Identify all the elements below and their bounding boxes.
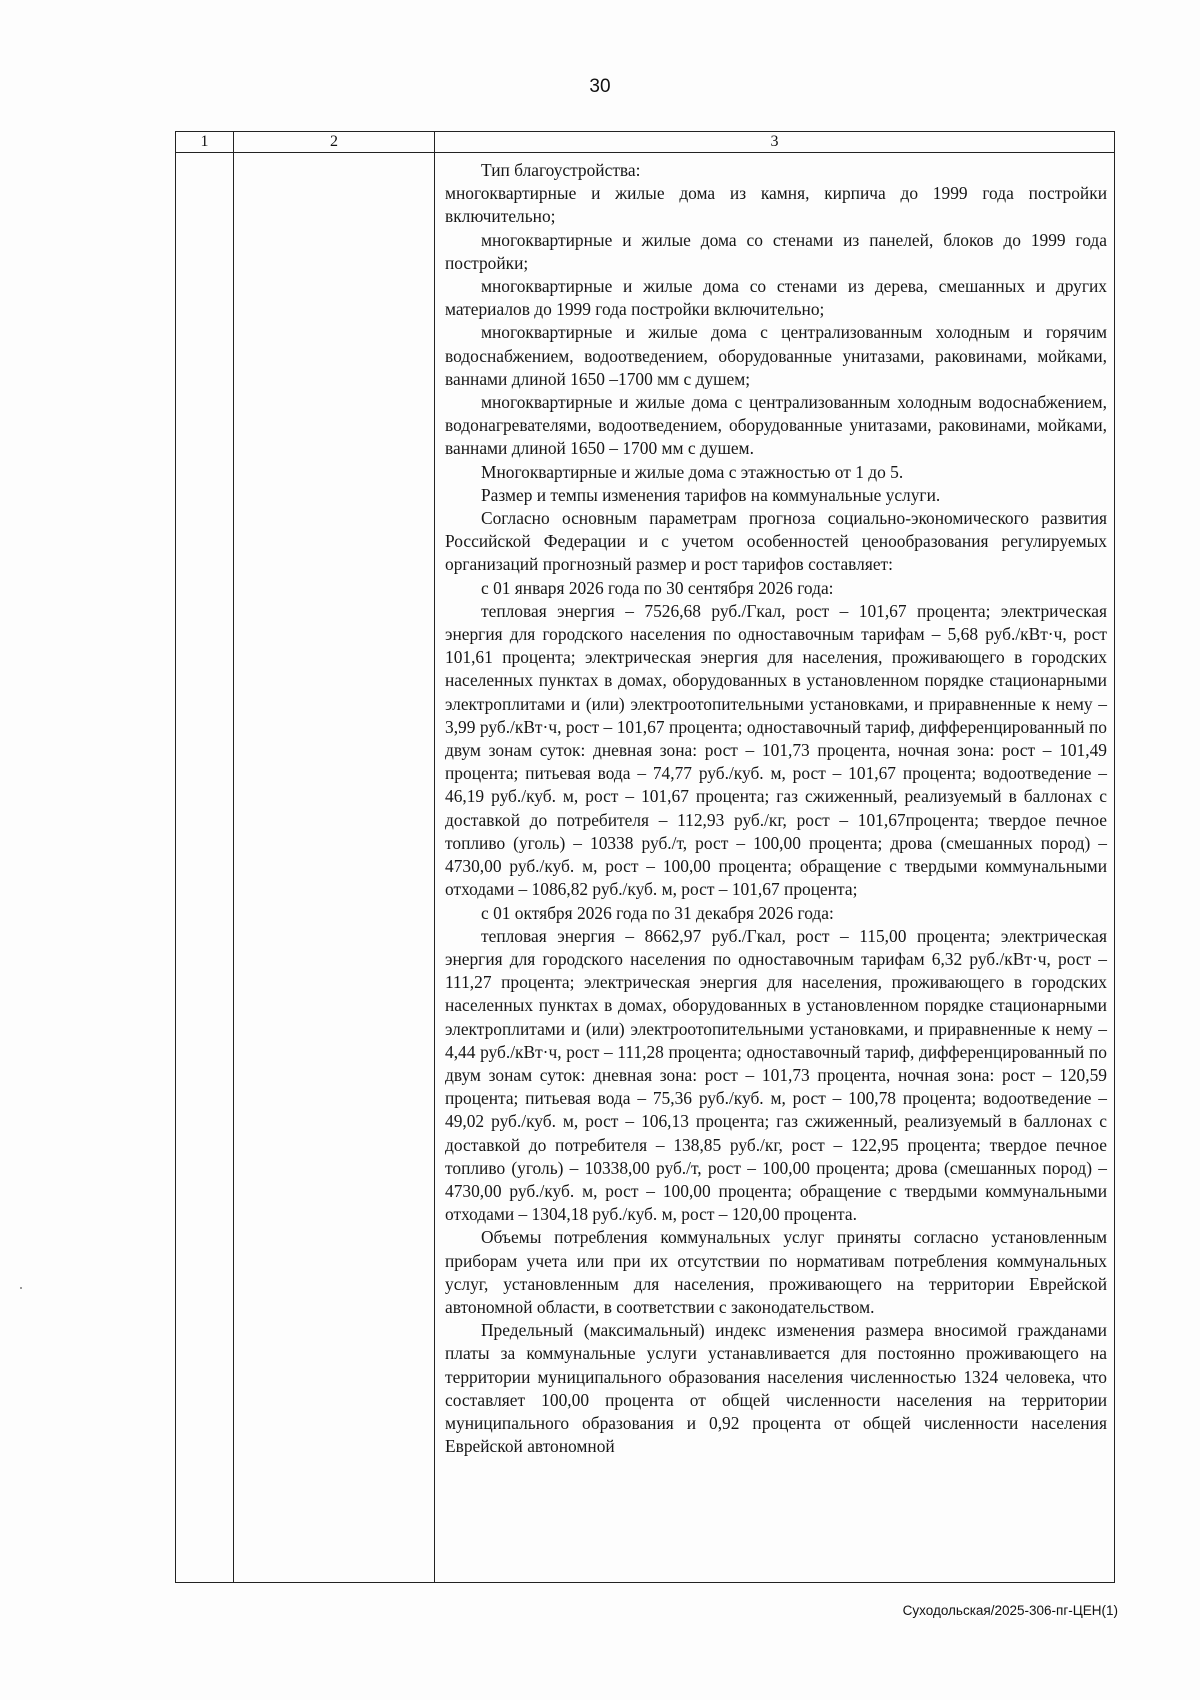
paragraph: Размер и темпы изменения тарифов на коммунальные услуги. <box>481 484 941 505</box>
paragraph: с 01 января 2026 года по 30 сентября 2026 года: <box>481 577 834 598</box>
paragraph: Согласно основным параметрам прогноза социально-экономического развития Российской Федерации и с учетом особенностей ценообразования регулируемых организаций прогнозный размер и рост тарифов составляет: <box>445 508 1107 575</box>
column-header-3: 3 <box>435 132 1115 153</box>
paragraph: Предельный (максимальный) индекс изменения размера вносимой гражданами платы за коммунальные услуги устанавливается для постоянно проживающего на территории муниципального образования населения численностью 1324 человека, что составляет 100,00 процента от общей численности населения на территории муниципального образования и 0,92 процента от общей численности населения Еврейской автономной <box>445 1320 1107 1457</box>
paragraph: многоквартирные и жилые дома со стенами из панелей, блоков до 1999 года постройки; <box>445 229 1107 273</box>
paragraph: тепловая энергия – 7526,68 руб./Гкал, рост – 101,67 процента; электрическая энергия для городского населения по одноставочным тарифам – 5,68 руб./кВт·ч, рост 101,61 процента; электрическая энергия для населения, проживающего в городских населенных пунктах в домах, оборудованных в установленном порядке стационарными электроплитами и (или) электроотопительными установками, и приравненные к нему – 3,99 руб./кВт·ч, рост – 101,67 процента; одноставочный тариф, дифференцированный по двум зонам суток: дневная зона: рост – 101,73 процента, ночная зона: рост – 101,49 процента; питьевая вода – 74,77 руб./куб. м, рост – 101,67 процента; водоотведение – 46,19 руб./куб. м, рост – 101,67 процента; газ сжиженный, реализуемый в баллонах с доставкой до потребителя – 112,93 руб./кг, рост – 101,67процента; твердое печное топливо (уголь) – 10338 руб./т, рост – 100,00 процента; дрова (смешанных пород) – 4730,00 руб./куб. м, рост – 100,00 процента; обращение с твердыми коммунальными отходами – 1086,82 руб./куб. м, рост – 101,67 процента; <box>445 600 1107 900</box>
paragraph: Многоквартирные и жилые дома с этажностью от 1 до 5. <box>481 461 904 482</box>
paragraph: многоквартирные и жилые дома с централизованным холодным водоснабжением, водонагревателями, водоотведением, оборудованные унитазами, раковинами, мойками, ваннами длиной 1650 – 1700 мм с душем. <box>445 392 1107 459</box>
page-number: 30 <box>589 76 611 97</box>
paragraph: тепловая энергия – 8662,97 руб./Гкал, рост – 115,00 процента; электрическая энергия для городского населения по одноставочным тарифам 6,32 руб./кВт·ч, рост – 111,27 процента; электрическая энергия для населения, проживающего в городских населенных пунктах в домах, оборудованных в установленном порядке стационарными электроплитами и (или) электроотопительными установками, и приравненные к нему – 4,44 руб./кВт·ч, рост – 111,28 процента; одноставочный тариф, дифференцированный по двум зонам суток: дневная зона: рост – 101,73 процента, ночная зона: рост – 120,59 процента; питьевая вода – 75,36 руб./куб. м, рост – 100,78 процента; водоотведение – 49,02 руб./куб. м, рост – 106,13 процента; газ сжиженный, реализуемый в баллонах с доставкой до потребителя – 138,85 руб./кг, рост – 122,95 процента; твердое печное топливо (уголь) – 10338,00 руб./т, рост – 100,00 процента; дрова (смешанных пород) – 4730,00 руб./куб. м, рост – 100,00 процента; обращение с твердыми коммунальными отходами – 1304,18 руб./куб. м, рост – 120,00 процента. <box>445 925 1107 1225</box>
paragraph: Объемы потребления коммунальных услуг приняты согласно установленным приборам учета или при их отсутствии по нормативам потребления коммунальных услуг, установленным для населения, проживающего на территории Еврейской автономной области, в соответствии с законодательством. <box>445 1227 1107 1317</box>
scan-speck <box>20 1287 22 1289</box>
column-header-1: 1 <box>176 132 234 153</box>
document-table <box>175 131 1115 1583</box>
cell-column-3 <box>435 153 1115 1583</box>
table-body-row <box>176 153 1115 1583</box>
paragraph: Тип благоустройства: <box>481 160 641 180</box>
cell-column-2 <box>234 153 435 1583</box>
cell-column-1 <box>176 153 234 1583</box>
paragraph: многоквартирные и жилые дома со стенами из дерева, смешанных и других материалов до 1999 года постройки включительно; <box>445 276 1107 320</box>
column-3-text <box>435 153 1114 1458</box>
document-code-footer: Суходольская/2025-306-пг-ЦЕН(1) <box>902 1603 1118 1618</box>
paragraph: с 01 октября 2026 года по 31 декабря 2026 года: <box>481 902 834 923</box>
table-header-row <box>176 132 1115 153</box>
column-header-2: 2 <box>234 132 435 153</box>
paragraph: многоквартирные и жилые дома с централизованным холодным и горячим водоснабжением, водоотведением, оборудованные унитазами, раковинами, мойками, ваннами длиной 1650 –1700 мм с душем; <box>445 322 1107 389</box>
paragraph: многоквартирные и жилые дома из камня, кирпича до 1999 года постройки включительно; <box>445 183 1107 227</box>
